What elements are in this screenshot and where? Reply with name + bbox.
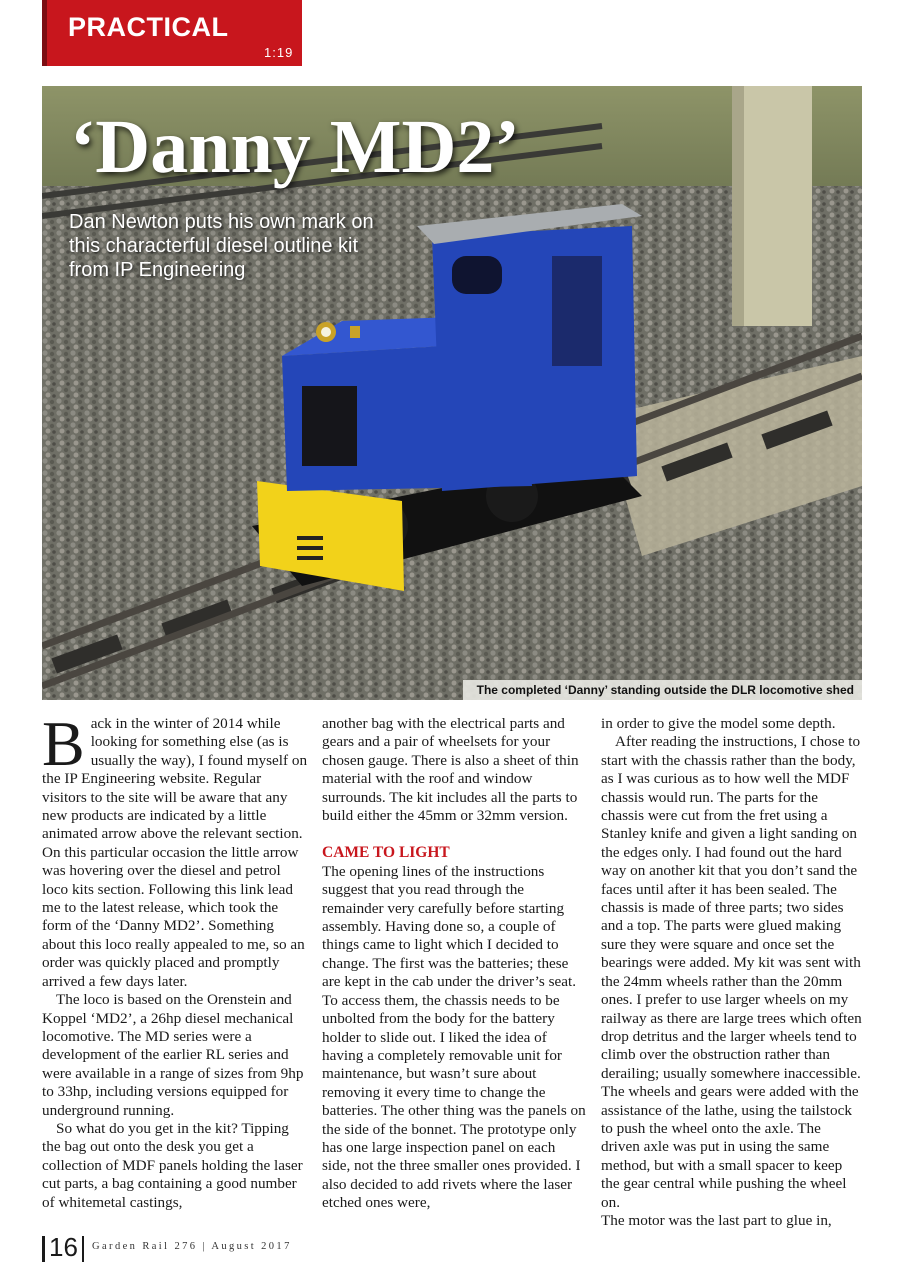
paragraph xyxy=(42,708,308,991)
paragraph: The loco is based on the Orenstein and Koppel ‘MD2’, a 26hp diesel mechanical locomotive. The MD series were a development of the earlier RL series and were available in a range of sizes from 9hp to 33hp, including versions equipped for underground running. xyxy=(42,991,304,1119)
body-column-2 xyxy=(322,715,586,1213)
paragraph: So what do you get in the kit? Tipping the bag out onto the desk you get a collection of MDF panels holding the laser cut parts, a bag containing a good number of whitemetal castings, xyxy=(42,1119,303,1211)
headline: ‘Danny MD2’ xyxy=(70,105,520,189)
publication-line: Garden Rail 276 | August 2017 xyxy=(92,1241,292,1252)
subheading: CAME TO LIGHT xyxy=(322,844,450,862)
scale-label: 1:19 xyxy=(264,45,294,60)
photo-caption: The completed ‘Danny’ standing outside the DLR locomotive shed xyxy=(463,680,862,700)
banner-edge xyxy=(42,0,47,66)
standfirst: Dan Newton puts his own mark on this characterful diesel outline kit from IP Engineering xyxy=(69,211,374,281)
paragraph-text: ack in the winter of 2014 while looking for something else (as is usually the way), I found myself on the IP Engineering website. Regular visitors to the site will be aware that any new products are indicated by a little animated arrow above the relevant section. On this particular occasion the little arrow was hovering over the diesel and petrol loco kits section. Following this link lead me to the latest release, which took the form of the ‘Danny MD2’. Something about this loco really appealed to me, so an order was quickly placed and promptly arrived a few days later. xyxy=(42,715,308,990)
folio-rule xyxy=(42,1236,45,1262)
body-column-1 xyxy=(42,708,308,1212)
paragraph: After reading the instructions, I chose to start with the chassis rather than the body, as I was curious as to how well the MDF chassis would run. The parts for the chassis were cut from the fret using a Stanley knife and given a light sanding on the edges only. I had found out the hard way on another kit that you don’t sand the faces until after it has been sealed. The chassis is made of three parts; two sides and a top. The parts were glued making sure they were square and once set the bearings were added. My kit was sent with the 24mm wheels rather than the 20mm ones. I prefer to use larger wheels on my railway as there are large trees which often drop detritus and the larger wheels tend to climb over the obstruction rather than derailing; usually somewhere inaccessible. The wheels and gears were added with the assistance of the lathe, using the tailstock to push the wheel onto the axle. The driven axle was put in using the same method, but with a small spacer to keep the gear central while pushing the wheel on. xyxy=(601,733,862,1211)
paragraph: in order to give the model some depth. xyxy=(601,715,836,732)
paragraph: another bag with the electrical parts and gears and a pair of wheelsets for your chosen gauge. There is also a sheet of thin material with the roof and window surrounds. The kit includes all the parts to build either the 45mm or 32mm version. xyxy=(322,715,579,825)
section-label: PRACTICAL xyxy=(68,12,229,42)
folio-divider xyxy=(82,1236,84,1262)
paragraph: The opening lines of the instructions suggest that you read through the remainder very carefully before starting assembly. Having done so, a couple of things came to light which I decided to change. The first was the batteries; these are kept in the cab under the driver’s seat. To access them, the chassis needs to be unbolted from the body for the battery holder to slide out. I liked the idea of having a completely removable unit for maintenance, but wasn’t sure about removing it every time to change the batteries. The other thing was the panels on the side of the bonnet. The prototype only has one large inspection panel on each side, not the three smaller ones provided. I also decided to add rivets where the laser etched ones were, xyxy=(322,862,586,1212)
body-column-3 xyxy=(601,715,863,1230)
paragraph: The motor was the last part to glue in, xyxy=(601,1211,832,1229)
page-number: 16 xyxy=(49,1232,78,1262)
drop-cap: B xyxy=(42,708,85,779)
